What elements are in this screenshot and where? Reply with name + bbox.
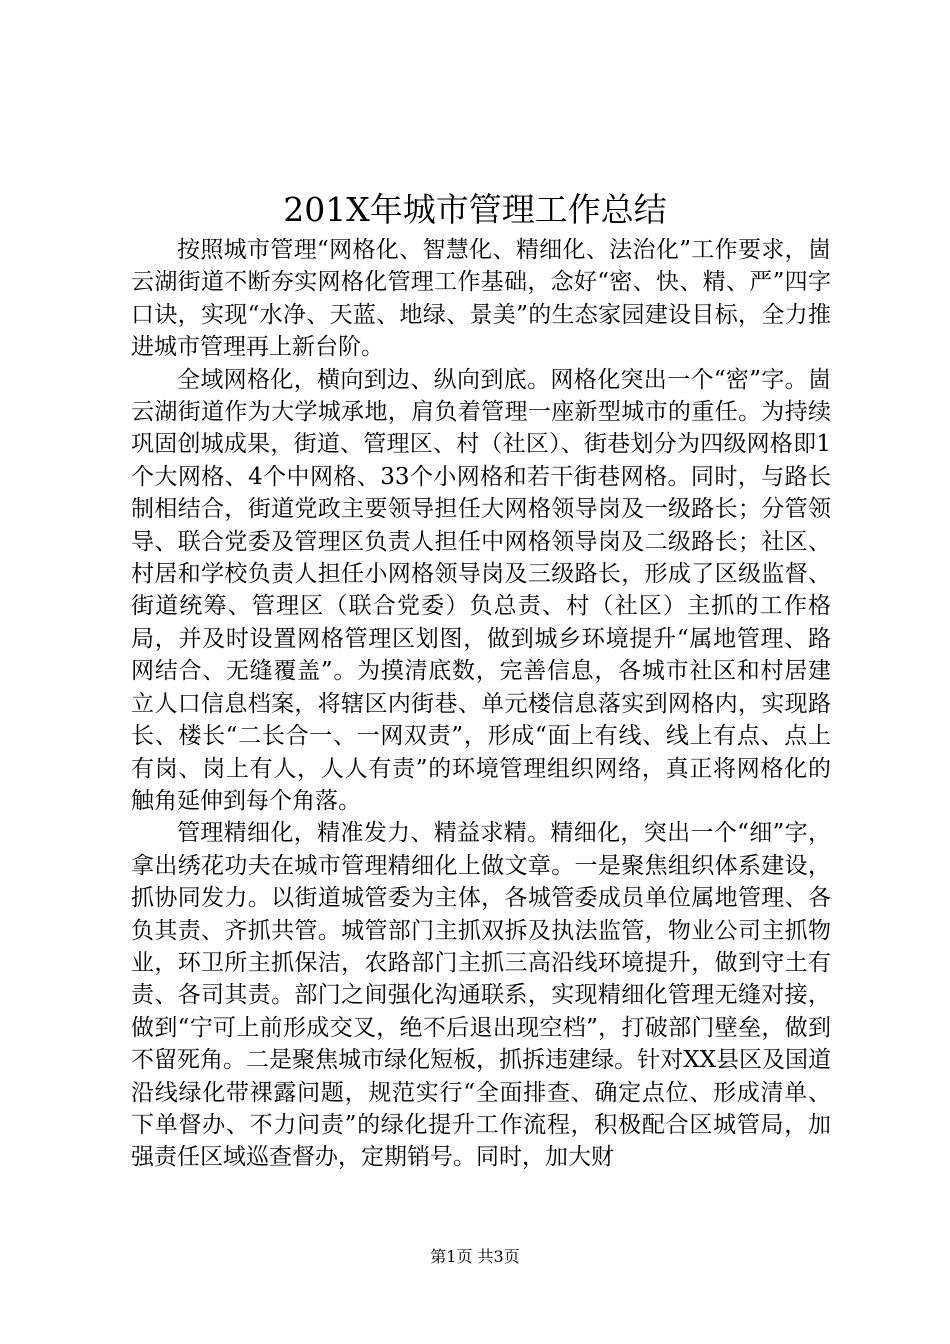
paragraph-intro: 按照城市管理“网格化、智慧化、精细化、法治化”工作要求，崮云湖街道不断夯实网格化管理工作基础，念好“密、快、精、严”四字口诀，实现“水净、天蓝、地绿、景美”的生态家园建设目标，全力推进城市管理再上新台阶。: [131, 237, 831, 361]
document-title: 201X年城市管理工作总结: [283, 190, 667, 229]
paragraph-refined-management: 管理精细化，精准发力、精益求精。精细化，突出一个“细”字，拿出绣花功夫在城市管理精细化上做文章。一是聚焦组织体系建设，抓协同发力。以街道城管委为主体，各城管委成员单位属地管理、各负其责、齐抓共管。城管部门主抓双拆及执法监管，物业公司主抓物业，环卫所主抓保洁，农路部门主抓三高沿线环境提升，做到守土有责、各司其责。部门之间强化沟通联系，实现精细化管理无缝对接，做到“宁可上前形成交叉，绝不后退出现空档”，打破部门壁垒，做到不留死角。二是聚焦城市绿化短板，抓拆违建绿。针对XX县区及国道沿线绿化带裸露问题，规范实行“全面排查、确定点位、形成清单、下单督办、不力问责”的绿化提升工作流程，积极配合区城管局，加强责任区域巡查督办，定期销号。同时，加大财: [131, 820, 831, 1171]
document-body: [131, 234, 831, 1174]
paragraph-grid-management: 全域网格化，横向到边、纵向到底。网格化突出一个“密”字。崮云湖街道作为大学城承地，肩负着管理一座新型城市的重任。为持续巩固创城成果，街道、管理区、村（社区）、街巷划分为四级网格即1个大网格、4个中网格、33个小网格和若干街巷网格。同时，与路长制相结合，街道党政主要领导担任大网格领导岗及一级路长；分管领导、联合党委及管理区负责人担任中网格领导岗及二级路长；社区、村居和学校负责人担任小网格领导岗及三级路长，形成了区级监督、街道统筹、管理区（联合党委）负总责、村（社区）主抓的工作格局，并及时设置网格管理区划图，做到城乡环境提升“属地管理、路网结合、无缝覆盖”。为摸清底数，完善信息，各城市社区和村居建立人口信息档案，将辖区内街巷、单元楼信息落实到网格内，实现路长、楼长“二长合一、一网双责”，形成“面上有线、线上有点、点上有岗、岗上有人，人人有责”的环境管理组织网络，真正将网格化的触角延伸到每个角落。: [131, 366, 831, 814]
page-footer: 第1页 共3页: [430, 1247, 520, 1266]
